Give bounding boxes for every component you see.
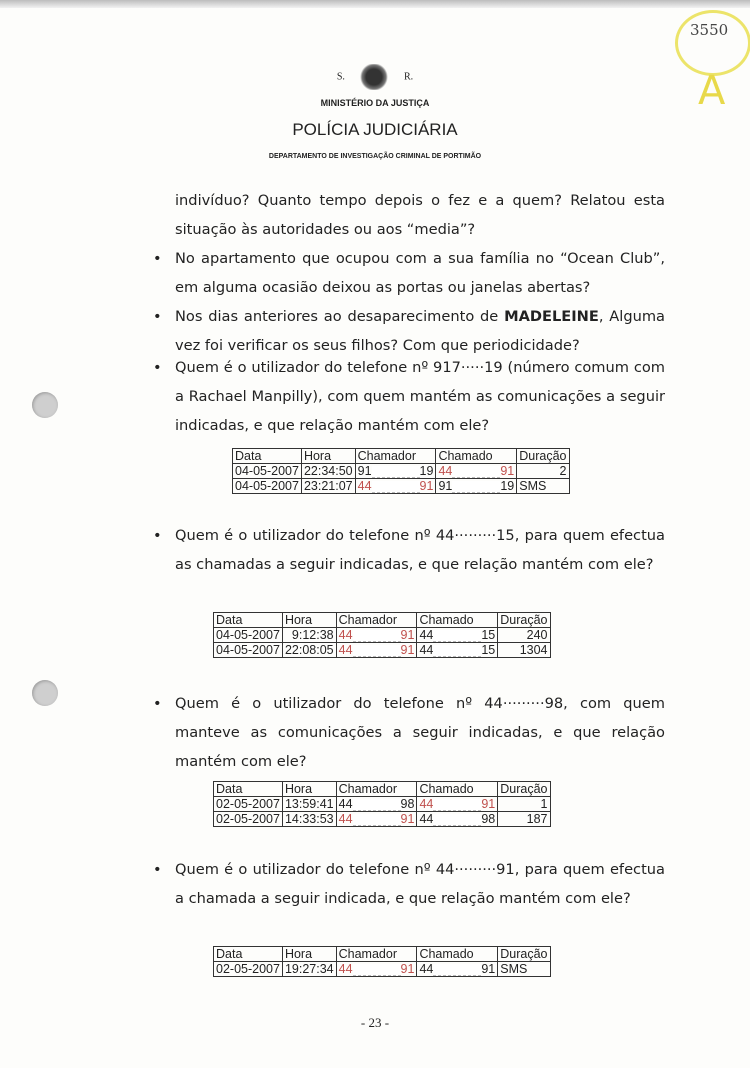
number-prefix: 44 <box>419 812 434 826</box>
table-header-row <box>214 782 551 797</box>
date-cell: 04-05-2007 <box>233 464 302 479</box>
page-number: - 23 - <box>360 1015 390 1030</box>
column-header: Chamado <box>436 449 517 464</box>
punch-hole <box>32 680 58 706</box>
chamador-cell <box>336 812 417 827</box>
duration-cell: SMS <box>517 479 569 494</box>
chamador-cell <box>336 797 417 812</box>
table-row <box>214 643 551 658</box>
number-prefix: 91 <box>438 479 453 493</box>
bullet-item: • Quem é o utilizador do telefone nº 917·····19 (número comum com a Rachael Manpilly), com quem mantém as comunicações a seguir indicadas, e que relação mantém com ele? <box>153 359 665 434</box>
number-prefix: 44 <box>357 479 372 493</box>
ministry: MINISTÉRIO DA JUSTIÇA <box>320 98 430 108</box>
calls-table <box>232 448 570 494</box>
redaction <box>433 645 481 657</box>
column-header: Chamado <box>417 947 498 962</box>
number-suffix: 91 <box>400 962 415 976</box>
bullet-text: Quem é o utilizador do telefone nº 917·····19 (número comum com a Rachael Manpilly), com quem mantém as comunicações a seguir indicadas, e que relação mantém com ele? <box>175 359 665 434</box>
coat-of-arms-icon <box>359 64 389 90</box>
number-prefix: 44 <box>419 962 434 976</box>
number-suffix: 98 <box>481 812 496 826</box>
number-prefix: 44 <box>338 643 353 657</box>
agency-title: POLÍCIA JUDICIÁRIA <box>292 120 458 139</box>
bullet-item: • No apartamento que ocupou com a sua família no “Ocean Club”, em alguma ocasião deixou as portas ou janelas abertas? <box>153 250 665 296</box>
date-cell: 04-05-2007 <box>214 643 283 658</box>
time-cell: 13:59:41 <box>282 797 336 812</box>
date-cell: 02-05-2007 <box>214 812 283 827</box>
column-header: Chamado <box>417 613 498 628</box>
bullet-item: • Nos dias anteriores ao desaparecimento de MADELEINE, Alguma vez foi verificar os seus filhos? Com que periodicidade? <box>153 308 665 354</box>
bullet-text: Quem é o utilizador do telefone nº 44·········15, para quem efectua as chamadas a seguir indicadas, e que relação mantém com ele? <box>175 527 665 573</box>
bullet-text: Nos dias anteriores ao desaparecimento de <box>175 308 505 325</box>
chamado-cell <box>436 479 517 494</box>
number-suffix: 91 <box>481 797 496 811</box>
chamado-cell <box>417 628 498 643</box>
chamador-cell <box>336 962 417 977</box>
time-cell: 23:21:07 <box>301 479 355 494</box>
time-cell: 22:34:50 <box>301 464 355 479</box>
letter-s: S. <box>336 71 345 83</box>
number-suffix: 91 <box>400 628 415 642</box>
duration-cell: 1304 <box>498 643 550 658</box>
date-cell: 04-05-2007 <box>214 628 283 643</box>
redaction <box>452 481 500 493</box>
column-header: Hora <box>282 782 336 797</box>
duration-cell: SMS <box>498 962 550 977</box>
paragraph: indivíduo? Quanto tempo depois o fez e a quem? Relatou esta situação às autoridades ou aos “media”? <box>175 192 665 238</box>
department: DEPARTAMENTO DE INVESTIGAÇÃO CRIMINAL DE PORTIMÃO <box>268 153 482 160</box>
redaction <box>433 799 481 811</box>
number-prefix: 44 <box>338 812 353 826</box>
redaction <box>433 630 481 642</box>
column-header: Hora <box>301 449 355 464</box>
number-suffix: 15 <box>481 628 496 642</box>
column-header: Data <box>214 613 283 628</box>
redaction <box>353 814 401 826</box>
number-suffix: 19 <box>419 464 434 478</box>
number-prefix: 44 <box>419 797 434 811</box>
chamado-cell <box>417 812 498 827</box>
redaction <box>353 799 401 811</box>
redaction <box>433 964 481 976</box>
number-suffix: 91 <box>400 812 415 826</box>
bullet-text: Quem é o utilizador do telefone nº 44·········98, com quem manteve as comunicações a seguir indicadas, e que relação mantém com ele? <box>175 695 665 770</box>
number-prefix: 44 <box>419 643 434 657</box>
column-header: Chamador <box>336 613 417 628</box>
date-cell: 02-05-2007 <box>214 962 283 977</box>
column-header: Chamado <box>417 782 498 797</box>
number-suffix: 15 <box>481 643 496 657</box>
redaction <box>372 481 420 493</box>
redaction <box>372 466 420 478</box>
column-header: Chamador <box>355 449 436 464</box>
column-header: Data <box>233 449 302 464</box>
calls-table <box>213 946 551 977</box>
chamado-cell <box>417 962 498 977</box>
column-header: Hora <box>282 947 336 962</box>
date-cell: 04-05-2007 <box>233 479 302 494</box>
time-cell: 19:27:34 <box>282 962 336 977</box>
number-prefix: 44 <box>419 628 434 642</box>
table-header-row <box>214 947 551 962</box>
redaction <box>353 645 401 657</box>
redaction <box>433 814 481 826</box>
number-suffix: 91 <box>419 479 434 493</box>
chamador-cell <box>336 643 417 658</box>
time-cell: 9:12:38 <box>282 628 336 643</box>
time-cell: 14:33:53 <box>282 812 336 827</box>
bullet-text: , Alguma vez foi verificar os seus filhos? Com que periodicidade? <box>175 308 665 354</box>
column-header: Data <box>214 782 283 797</box>
letter-r: R. <box>403 71 414 83</box>
redaction <box>353 630 401 642</box>
scan-edge <box>0 0 750 8</box>
table-row <box>214 628 551 643</box>
number-prefix: 44 <box>438 464 453 478</box>
chamador-cell <box>355 464 436 479</box>
table-row <box>233 464 570 479</box>
chamador-cell <box>336 628 417 643</box>
number-suffix: 91 <box>400 643 415 657</box>
table-row <box>214 962 551 977</box>
table-row <box>214 797 551 812</box>
number-suffix: 19 <box>500 479 515 493</box>
column-header: Data <box>214 947 283 962</box>
chamado-cell <box>417 797 498 812</box>
table-row <box>214 812 551 827</box>
punch-hole <box>32 392 58 418</box>
column-header: Duração <box>517 449 569 464</box>
number-prefix: 44 <box>338 962 353 976</box>
column-header: Duração <box>498 782 550 797</box>
bullet-text: No apartamento que ocupou com a sua família no “Ocean Club”, em alguma ocasião deixou as portas ou janelas abertas? <box>175 250 665 296</box>
chamado-cell <box>417 643 498 658</box>
table-header-row <box>214 613 551 628</box>
number-prefix: 44 <box>338 797 353 811</box>
table-row <box>233 479 570 494</box>
redaction <box>452 466 500 478</box>
redaction <box>353 964 401 976</box>
calls-table <box>213 612 551 658</box>
annotation-letter: A <box>698 68 726 114</box>
chamador-cell <box>355 479 436 494</box>
duration-cell: 187 <box>498 812 550 827</box>
number-suffix: 98 <box>400 797 415 811</box>
chamado-cell <box>436 464 517 479</box>
column-header: Duração <box>498 947 550 962</box>
duration-cell: 2 <box>517 464 569 479</box>
bullet-item: • Quem é o utilizador do telefone nº 44·········15, para quem efectua as chamadas a seguir indicadas, e que relação mantém com ele? <box>153 527 665 573</box>
column-header: Chamador <box>336 947 417 962</box>
bullet-text: Quem é o utilizador do telefone nº 44·········91, para quem efectua a chamada a seguir indicada, e que relação mantém com ele? <box>175 861 665 907</box>
coat-of-arms-row <box>0 64 750 90</box>
table-header-row <box>233 449 570 464</box>
number-prefix: 91 <box>357 464 372 478</box>
duration-cell: 1 <box>498 797 550 812</box>
duration-cell: 240 <box>498 628 550 643</box>
number-prefix: 44 <box>338 628 353 642</box>
annotation-number: 3550 <box>690 21 729 39</box>
time-cell: 22:08:05 <box>282 643 336 658</box>
column-header: Chamador <box>336 782 417 797</box>
number-suffix: 91 <box>500 464 515 478</box>
column-header: Hora <box>282 613 336 628</box>
date-cell: 02-05-2007 <box>214 797 283 812</box>
bullet-item: • Quem é o utilizador do telefone nº 44·········91, para quem efectua a chamada a seguir indicada, e que relação mantém com ele? <box>153 861 665 907</box>
calls-table <box>213 781 551 827</box>
name-bold: MADELEINE <box>504 308 599 325</box>
number-suffix: 91 <box>481 962 496 976</box>
column-header: Duração <box>498 613 550 628</box>
bullet-item: • Quem é o utilizador do telefone nº 44·········98, com quem manteve as comunicações a seguir indicadas, e que relação mantém com ele? <box>153 695 665 770</box>
